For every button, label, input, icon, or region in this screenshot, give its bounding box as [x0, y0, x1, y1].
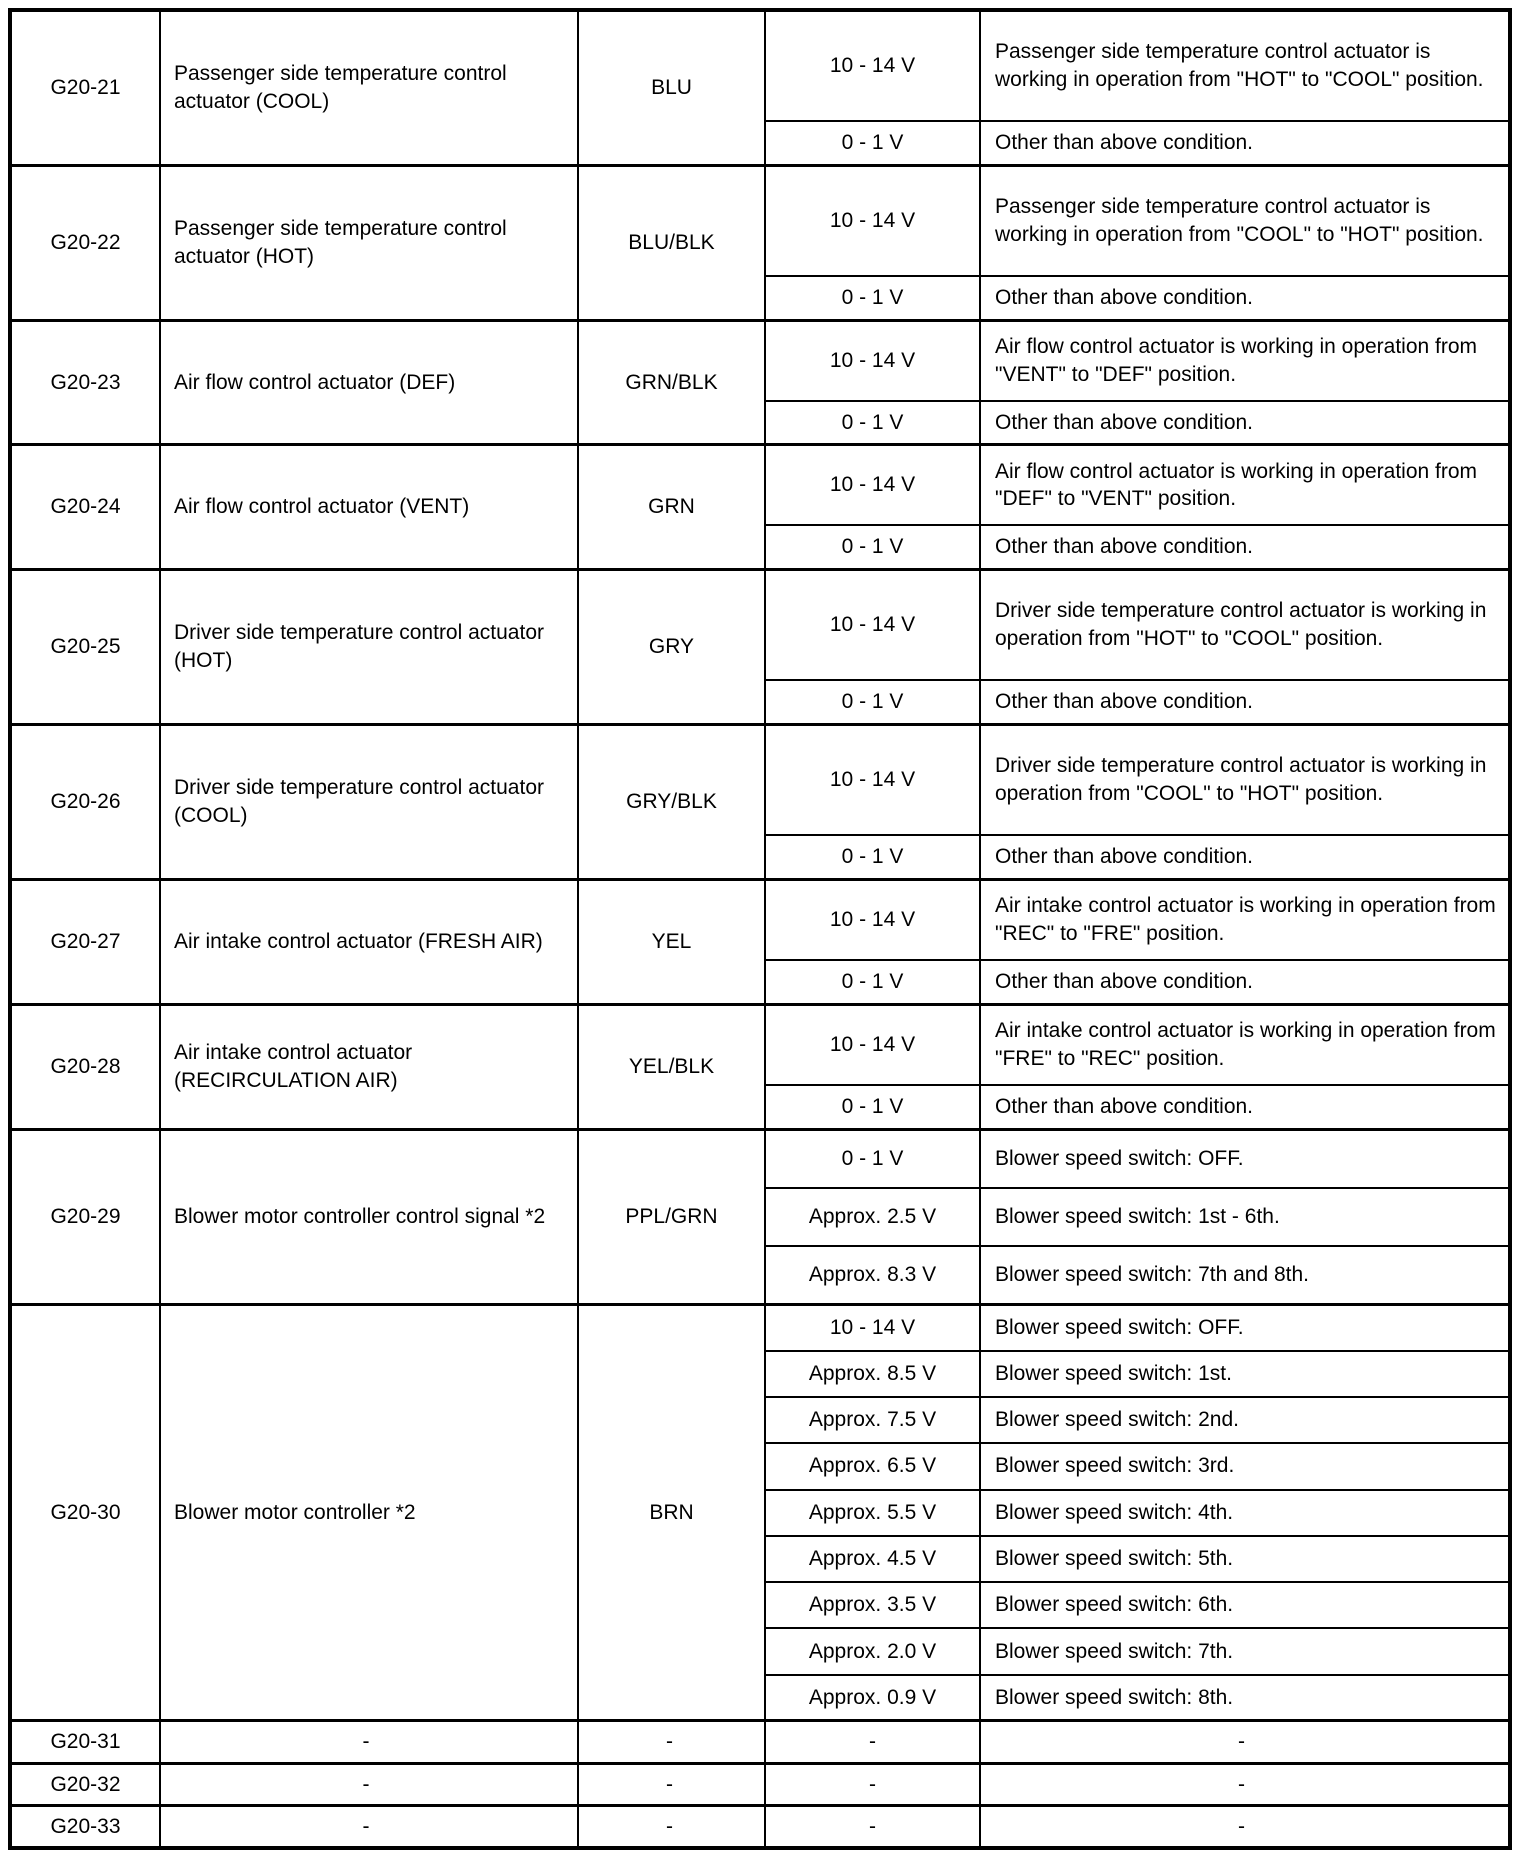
- voltage-cell: Approx. 8.3 V: [765, 1246, 980, 1304]
- voltage-cell: 0 - 1 V: [765, 121, 980, 165]
- table-row: [10, 320, 1510, 401]
- condition-cell: Other than above condition.: [980, 960, 1510, 1004]
- terminal-cell: G20-23: [10, 320, 160, 445]
- voltage-cell: 0 - 1 V: [765, 835, 980, 879]
- description-cell: -: [160, 1763, 578, 1805]
- wire-color-cell: YEL/BLK: [578, 1004, 765, 1129]
- voltage-cell: -: [765, 1721, 980, 1763]
- voltage-cell: 0 - 1 V: [765, 1085, 980, 1129]
- description-cell: Driver side temperature control actuator (HOT): [160, 570, 578, 725]
- terminal-cell: G20-32: [10, 1763, 160, 1805]
- terminal-cell: G20-27: [10, 880, 160, 1005]
- condition-cell: Other than above condition.: [980, 835, 1510, 879]
- condition-cell: Other than above condition.: [980, 401, 1510, 445]
- condition-cell: Other than above condition.: [980, 680, 1510, 724]
- condition-cell: Blower speed switch: 3rd.: [980, 1443, 1510, 1489]
- wire-color-cell: -: [578, 1763, 765, 1805]
- description-cell: Air flow control actuator (VENT): [160, 445, 578, 570]
- description-cell: -: [160, 1721, 578, 1763]
- table-row: [10, 570, 1510, 681]
- voltage-cell: 10 - 14 V: [765, 1304, 980, 1350]
- condition-cell: -: [980, 1763, 1510, 1805]
- condition-cell: Blower speed switch: 5th.: [980, 1536, 1510, 1582]
- condition-cell: Air intake control actuator is working in operation from "REC" to "FRE" position.: [980, 880, 1510, 961]
- description-cell: -: [160, 1806, 578, 1848]
- voltage-cell: 0 - 1 V: [765, 680, 980, 724]
- condition-cell: Other than above condition.: [980, 121, 1510, 165]
- manual-page: [8, 8, 1512, 1850]
- condition-cell: Air flow control actuator is working in operation from "DEF" to "VENT" position.: [980, 445, 1510, 526]
- voltage-cell: 10 - 14 V: [765, 10, 980, 121]
- voltage-cell: 10 - 14 V: [765, 725, 980, 836]
- table-row: [10, 445, 1510, 526]
- condition-cell: Blower speed switch: 1st - 6th.: [980, 1188, 1510, 1246]
- voltage-cell: 0 - 1 V: [765, 960, 980, 1004]
- condition-cell: Driver side temperature control actuator is working in operation from "HOT" to "COOL" position.: [980, 570, 1510, 681]
- description-cell: Blower motor controller *2: [160, 1304, 578, 1721]
- voltage-cell: Approx. 5.5 V: [765, 1490, 980, 1536]
- pin-voltage-table: [8, 8, 1512, 1850]
- terminal-cell: G20-21: [10, 10, 160, 165]
- table-row: [10, 1806, 1510, 1848]
- condition-cell: Blower speed switch: OFF.: [980, 1129, 1510, 1187]
- wire-color-cell: GRY: [578, 570, 765, 725]
- wire-color-cell: -: [578, 1721, 765, 1763]
- description-cell: Passenger side temperature control actuator (COOL): [160, 10, 578, 165]
- voltage-cell: Approx. 0.9 V: [765, 1675, 980, 1721]
- table-row: [10, 1004, 1510, 1085]
- wire-color-cell: BLU/BLK: [578, 165, 765, 320]
- voltage-cell: 0 - 1 V: [765, 401, 980, 445]
- condition-cell: Other than above condition.: [980, 525, 1510, 569]
- voltage-cell: Approx. 7.5 V: [765, 1397, 980, 1443]
- terminal-cell: G20-26: [10, 725, 160, 880]
- terminal-cell: G20-22: [10, 165, 160, 320]
- condition-cell: Blower speed switch: 7th and 8th.: [980, 1246, 1510, 1304]
- condition-cell: Other than above condition.: [980, 276, 1510, 320]
- condition-cell: Blower speed switch: 6th.: [980, 1582, 1510, 1628]
- description-cell: Air intake control actuator (FRESH AIR): [160, 880, 578, 1005]
- terminal-cell: G20-30: [10, 1304, 160, 1721]
- voltage-cell: Approx. 4.5 V: [765, 1536, 980, 1582]
- wire-color-cell: GRN: [578, 445, 765, 570]
- table-row: [10, 1129, 1510, 1187]
- table-row: [10, 1721, 1510, 1763]
- voltage-cell: 10 - 14 V: [765, 880, 980, 961]
- terminal-cell: G20-31: [10, 1721, 160, 1763]
- wire-color-cell: BRN: [578, 1304, 765, 1721]
- table-row: [10, 880, 1510, 961]
- voltage-cell: 0 - 1 V: [765, 276, 980, 320]
- voltage-cell: Approx. 8.5 V: [765, 1351, 980, 1397]
- condition-cell: -: [980, 1721, 1510, 1763]
- terminal-cell: G20-28: [10, 1004, 160, 1129]
- condition-cell: Passenger side temperature control actuator is working in operation from "HOT" to "COOL" position.: [980, 10, 1510, 121]
- condition-cell: Blower speed switch: 1st.: [980, 1351, 1510, 1397]
- terminal-cell: G20-29: [10, 1129, 160, 1304]
- voltage-cell: 10 - 14 V: [765, 570, 980, 681]
- voltage-cell: 10 - 14 V: [765, 1004, 980, 1085]
- pin-voltage-table-body: [10, 10, 1510, 1848]
- table-row: [10, 165, 1510, 276]
- voltage-cell: -: [765, 1763, 980, 1805]
- description-cell: Air intake control actuator (RECIRCULATION AIR): [160, 1004, 578, 1129]
- table-row: [10, 1763, 1510, 1805]
- voltage-cell: Approx. 6.5 V: [765, 1443, 980, 1489]
- condition-cell: Driver side temperature control actuator is working in operation from "COOL" to "HOT" position.: [980, 725, 1510, 836]
- voltage-cell: 10 - 14 V: [765, 165, 980, 276]
- condition-cell: Air flow control actuator is working in operation from "VENT" to "DEF" position.: [980, 320, 1510, 401]
- condition-cell: Air intake control actuator is working in operation from "FRE" to "REC" position.: [980, 1004, 1510, 1085]
- condition-cell: Blower speed switch: 7th.: [980, 1628, 1510, 1674]
- condition-cell: -: [980, 1806, 1510, 1848]
- terminal-cell: G20-33: [10, 1806, 160, 1848]
- wire-color-cell: GRN/BLK: [578, 320, 765, 445]
- condition-cell: Blower speed switch: 2nd.: [980, 1397, 1510, 1443]
- description-cell: Blower motor controller control signal *2: [160, 1129, 578, 1304]
- wire-color-cell: GRY/BLK: [578, 725, 765, 880]
- condition-cell: Blower speed switch: 8th.: [980, 1675, 1510, 1721]
- description-cell: Passenger side temperature control actuator (HOT): [160, 165, 578, 320]
- voltage-cell: 10 - 14 V: [765, 320, 980, 401]
- wire-color-cell: BLU: [578, 10, 765, 165]
- voltage-cell: Approx. 2.5 V: [765, 1188, 980, 1246]
- table-row: [10, 10, 1510, 121]
- voltage-cell: -: [765, 1806, 980, 1848]
- wire-color-cell: PPL/GRN: [578, 1129, 765, 1304]
- terminal-cell: G20-25: [10, 570, 160, 725]
- wire-color-cell: -: [578, 1806, 765, 1848]
- terminal-cell: G20-24: [10, 445, 160, 570]
- voltage-cell: 0 - 1 V: [765, 525, 980, 569]
- table-row: [10, 1304, 1510, 1350]
- voltage-cell: Approx. 2.0 V: [765, 1628, 980, 1674]
- condition-cell: Other than above condition.: [980, 1085, 1510, 1129]
- voltage-cell: 0 - 1 V: [765, 1129, 980, 1187]
- voltage-cell: 10 - 14 V: [765, 445, 980, 526]
- condition-cell: Passenger side temperature control actuator is working in operation from "COOL" to "HOT" position.: [980, 165, 1510, 276]
- condition-cell: Blower speed switch: OFF.: [980, 1304, 1510, 1350]
- table-row: [10, 725, 1510, 836]
- wire-color-cell: YEL: [578, 880, 765, 1005]
- voltage-cell: Approx. 3.5 V: [765, 1582, 980, 1628]
- description-cell: Driver side temperature control actuator (COOL): [160, 725, 578, 880]
- condition-cell: Blower speed switch: 4th.: [980, 1490, 1510, 1536]
- description-cell: Air flow control actuator (DEF): [160, 320, 578, 445]
